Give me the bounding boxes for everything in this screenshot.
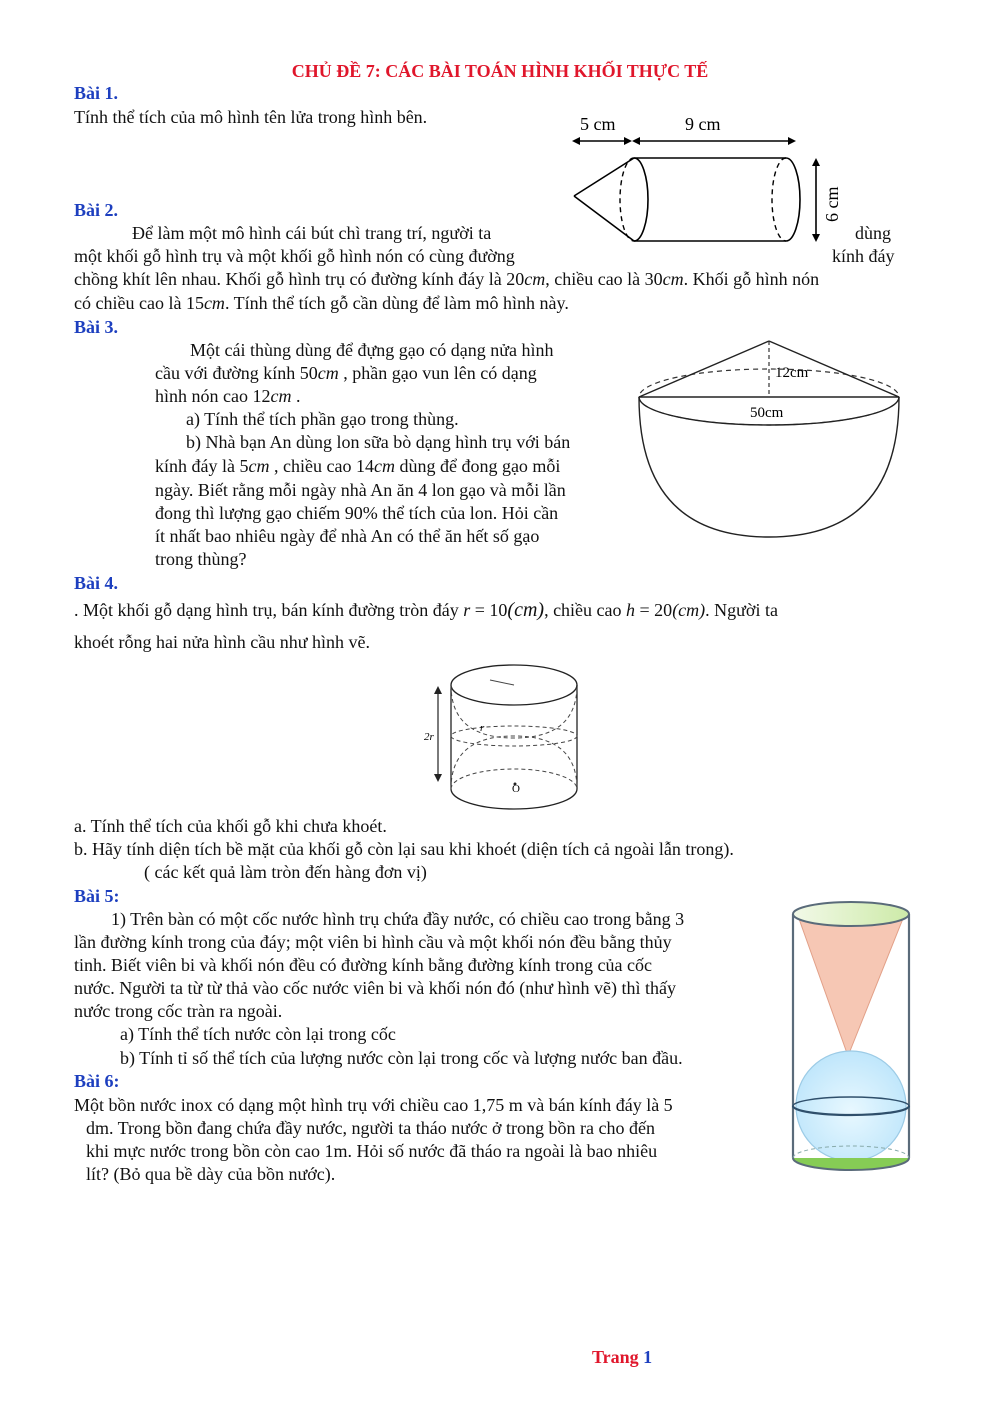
rocket-label-6cm: 6 cm [822, 186, 842, 222]
bai5-heading: Bài 5: [74, 886, 120, 906]
bai3-line3: hình nón cao 12cm . [155, 386, 301, 406]
bai6-line2: dm. Trong bồn đang chứa đầy nước, người ta tháo nước ở trong bồn ra cho đến [86, 1118, 656, 1138]
wood-label-2r: 2r [424, 731, 434, 743]
bai3-line5: b) Nhà bạn An dùng lon sữa bò dạng hình trụ với bán [186, 432, 571, 452]
bai6-heading: Bài 6: [74, 1071, 120, 1091]
bai2-line3: chồng khít lên nhau. Khối gỗ hình trụ có đường kính đáy là 20cm, chiều cao là 30cm. Khối gỗ hình nón [74, 269, 820, 289]
bai1-text: Tính thể tích của mô hình tên lửa trong hình bên. [74, 107, 428, 127]
bai4-line1: . Một khối gỗ dạng hình trụ, bán kính đường tròn đáy r = 10(cm), chiều cao h = 20(cm). Người ta [74, 599, 778, 621]
wood-cylinder-figure [420, 656, 590, 816]
bai5-b: b) Tính tỉ số thể tích của lượng nước còn lại trong cốc và lượng nước ban đầu. [120, 1048, 683, 1068]
footer-page-number: 1 [643, 1347, 653, 1367]
bai2-line1a: Để làm một mô hình cái bút chì trang trí, người ta [132, 223, 492, 243]
bai5-a: a) Tính thể tích nước còn lại trong cốc [120, 1024, 396, 1044]
rocket-label-5cm: 5 cm [580, 114, 616, 134]
bai4-a: a. Tính thể tích của khối gỗ khi chưa khoét. [74, 816, 387, 836]
bai3-line2: cầu với đường kính 50cm , phần gạo vun lên có dạng [155, 363, 537, 383]
bai2-line1b: dùng [855, 223, 891, 243]
bai6-line4: lít? (Bỏ qua bề dày của bồn nước). [86, 1164, 336, 1184]
bai5-line4: nước. Người ta từ từ thả vào cốc nước viên bi và khối nón đó (như hình vẽ) thì thấy [74, 978, 676, 998]
bai4-heading: Bài 4. [74, 573, 119, 593]
bai5-line3: tinh. Biết viên bi và khối nón đều có đường kính bằng đường kính trong của cốc [74, 955, 652, 975]
rocket-figure [560, 110, 850, 250]
page-footer [592, 1346, 652, 1369]
bai3-line4: a) Tính thể tích phần gạo trong thùng. [186, 409, 459, 429]
bai2-line2a: một khối gỗ hình trụ và một khối gỗ hình nón có cùng đường [74, 246, 515, 266]
bai4-line2: khoét rỗng hai nửa hình cầu như hình vẽ. [74, 632, 370, 652]
bai2-line4: có chiều cao là 15cm. Tính thể tích gỗ cần dùng để làm mô hình này. [74, 293, 569, 313]
footer-label: Trang [592, 1347, 644, 1367]
bai4-b: b. Hãy tính diện tích bề mặt của khối gỗ còn lại sau khi khoét (diện tích cả ngoài lẫn trong). [74, 839, 734, 859]
bai5-line5: nước trong cốc tràn ra ngoài. [74, 1001, 283, 1021]
bai3-line9: ít nhất bao nhiêu ngày để nhà An có thể ăn hết số gạo [155, 526, 540, 546]
bai3-heading: Bài 3. [74, 317, 119, 337]
bai2-line2b: kính đáy [832, 246, 895, 266]
bai1-heading: Bài 1. [74, 83, 119, 103]
bai3-line1: Một cái thùng dùng để đựng gạo có dạng nửa hình [190, 340, 554, 360]
bai5-line2: lần đường kính trong của đáy; một viên bi hình cầu và một khối nón đều bằng thủy [74, 932, 672, 952]
bai3-line7: ngày. Biết rằng mỗi ngày nhà An ăn 4 lon gạo và mỗi lần [155, 480, 566, 500]
bai3-line10: trong thùng? [155, 549, 247, 569]
bai3-line8: đong thì lượng gạo chiếm 90% thể tích của lon. Hỏi cần [155, 503, 559, 523]
glass-figure [786, 896, 916, 1186]
wood-label-r: r [480, 722, 485, 734]
bai4-note: ( các kết quả làm tròn đến hàng đơn vị) [144, 862, 427, 882]
wood-label-o: O [512, 783, 520, 795]
bai6-line1: Một bồn nước inox có dạng một hình trụ với chiều cao 1,75 m và bán kính đáy là 5 [74, 1095, 673, 1115]
rice-bin-figure [630, 335, 920, 540]
rocket-label-9cm: 9 cm [685, 114, 721, 134]
bai6-line3: khi mực nước trong bồn còn cao 1m. Hỏi số nước đã tháo ra ngoài là bao nhiêu [86, 1141, 658, 1161]
rice-bin-label-12cm: 12cm [775, 365, 809, 381]
bai5-line1: 1) Trên bàn có một cốc nước hình trụ chứa đầy nước, có chiều cao trong bằng 3 [111, 909, 685, 929]
bai2-heading: Bài 2. [74, 200, 119, 220]
rice-bin-label-50cm: 50cm [750, 405, 784, 421]
page-title: CHỦ ĐỀ 7: CÁC BÀI TOÁN HÌNH KHỐI THỰC TẾ [291, 61, 709, 81]
bai3-line6: kính đáy là 5cm , chiều cao 14cm dùng để đong gạo mỗi [155, 456, 561, 476]
